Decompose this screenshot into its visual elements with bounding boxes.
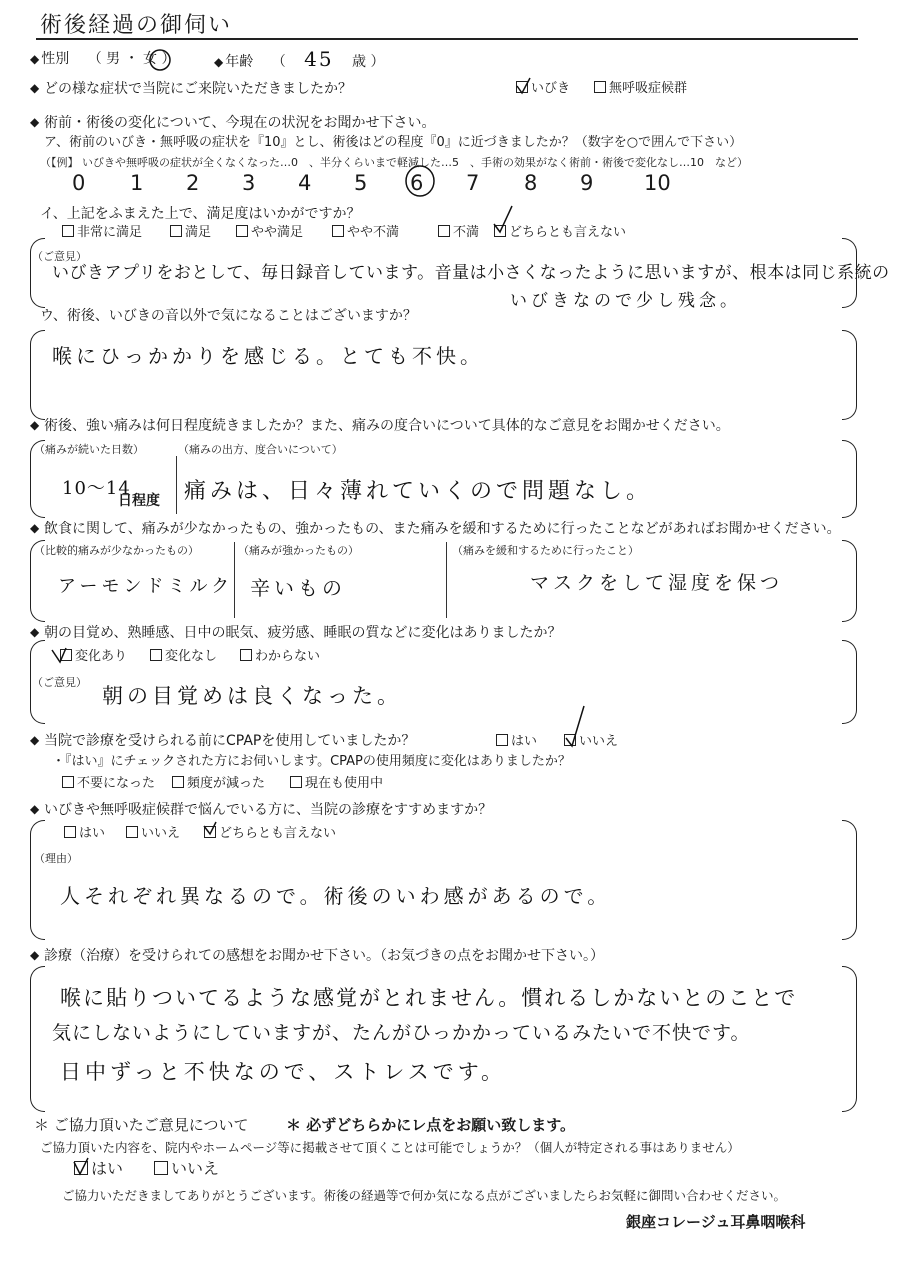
- cpap-no[interactable]: いいえ: [564, 734, 618, 749]
- scale-number-1[interactable]: 1: [130, 171, 144, 195]
- footer-note-left: ＊ ご協力頂いたご意見について: [34, 1116, 249, 1134]
- diamond-icon: ◆: [30, 418, 40, 432]
- diamond-icon: ◆: [30, 81, 40, 95]
- cpap-question: 当院で診療を受けられる前にCPAPを使用していましたか？: [44, 733, 416, 749]
- recommend-check-mark: [204, 822, 216, 834]
- food-col3-answer[interactable]: マスクをして湿度を保つ: [530, 572, 784, 594]
- morning-answer[interactable]: 朝の目覚めは良くなった。: [102, 684, 402, 708]
- cpap-check-mark: [566, 706, 584, 746]
- cpap-sub-option-label: 現在も使用中: [305, 776, 384, 791]
- morning-option-label: 変化あり: [75, 649, 128, 664]
- scale-number-4[interactable]: 4: [298, 171, 312, 195]
- gender-question: ◆ 性別 （ 男 ・ 女 ）: [30, 51, 176, 67]
- satisfaction-comment-line2[interactable]: いびきなので少し残念。: [510, 291, 741, 311]
- satisfaction-option-label: やや満足: [251, 225, 304, 240]
- satisfaction-check-mark: [494, 206, 512, 232]
- scale-number-10[interactable]: 10: [644, 171, 671, 195]
- symptom-check-mark: [517, 78, 530, 93]
- diamond-icon: ◆: [30, 802, 40, 816]
- satisfaction-comment-label: （ご意見）: [32, 250, 87, 263]
- morning-check-mark: [52, 648, 66, 662]
- recommend-question: いびきや無呼吸症候群で悩んでいる方に、当院の診療をすすめますか？: [44, 802, 493, 818]
- scale-number-8[interactable]: 8: [524, 171, 538, 195]
- scale-number-5[interactable]: 5: [354, 171, 368, 195]
- satisfaction-question: イ、上記をふまえた上で、満足度はいかがですか？: [40, 206, 361, 222]
- gender-options[interactable]: （ 男 ・ 女 ）: [87, 51, 176, 67]
- age-value[interactable]: 45: [304, 47, 334, 71]
- cpap-yes[interactable]: はい: [496, 734, 537, 749]
- morning-comment-label: （ご意見）: [32, 676, 87, 689]
- clinic-name: 銀座コレージュ耳鼻咽喉科: [626, 1213, 806, 1231]
- morning-question: 朝の目覚め、熟睡感、日中の眠気、疲労感、睡眠の質などに変化はありましたか？: [44, 625, 562, 641]
- scale-number-3[interactable]: 3: [242, 171, 256, 195]
- page-title: 術後経過の御伺い: [40, 13, 233, 38]
- impression-question: 診療（治療）を受けられての感想をお聞かせ下さい。（お気づきの点をお聞かせ下さい。）: [44, 948, 604, 964]
- satisfaction-option-label: 満足: [185, 225, 212, 240]
- morning-option-label: 変化なし: [165, 649, 218, 664]
- impression-line2[interactable]: 気にしないようにしていますが、たんがひっかかっているみたいで不快です。: [52, 1022, 751, 1044]
- scale-number-9[interactable]: 9: [580, 171, 594, 195]
- scale-number-6[interactable]: 6: [410, 171, 424, 195]
- scale-number-2[interactable]: 2: [186, 171, 200, 195]
- cpap-sub-option-label: 不要になった: [77, 776, 156, 791]
- gender-circle-mark: [150, 50, 170, 70]
- food-col1-label: （比較的痛みが少なかったもの）: [34, 544, 199, 557]
- diamond-icon: ◆: [30, 948, 40, 962]
- satisfaction-option-label: 非常に満足: [77, 225, 143, 240]
- food-col1-answer[interactable]: アーモンドミルク: [58, 576, 234, 597]
- symptom-question: どの様な症状で当院にご来院いただきましたか？: [44, 81, 352, 97]
- pain-days-label: （痛みが続いた日数）: [34, 443, 144, 456]
- pain-question: 術後、強い痛みは何日程度続きましたか？また、痛みの度合いについて具体的なご意見をお聞かせください。: [44, 418, 730, 434]
- diamond-icon: ◆: [30, 115, 40, 129]
- pain-days-value[interactable]: 10〜14: [62, 478, 131, 499]
- satisfaction-option-label: 不満: [453, 225, 480, 240]
- morning-option-label: わからない: [255, 649, 321, 664]
- footer-check-mark: [74, 1158, 88, 1174]
- footer-note-right: ＊ 必ずどちらかにレ点をお願い致します。: [286, 1116, 576, 1134]
- pain-detail-answer[interactable]: 痛みは、日々薄れていくので問題なし。: [184, 479, 653, 504]
- satisfaction-option-label: やや不満: [347, 225, 400, 240]
- food-question: 飲食に関して、痛みが少なかったもの、強かったもの、また痛みを緩和するために行ったことなどがあればお聞かせください。: [44, 521, 841, 537]
- diamond-icon: ◆: [30, 521, 40, 535]
- satisfaction-comment-line1[interactable]: いびきアプリをおとして、毎日録音しています。音量は小さくなったように思いますが、根本は同じ系統の: [52, 263, 890, 283]
- age-question: ◆ 年齢 （ 45 歳 ）: [214, 47, 385, 71]
- other-answer[interactable]: 喉にひっかかりを感じる。とても不快。: [52, 344, 484, 368]
- diamond-icon: ◆: [30, 625, 40, 639]
- change-example: （【例】 いびきや無呼吸の症状が全くなくなった…0 、半分くらいまで軽減した…5 、手術の効果がなく術前・術後で変化なし…10 など）: [40, 156, 748, 169]
- impression-line1[interactable]: 喉に貼りついてるような感覚がとれません。慣れるしかないとのことで: [60, 986, 798, 1010]
- recommend-option-label: いいえ: [141, 826, 181, 841]
- food-col2-answer[interactable]: 辛いもの: [250, 576, 346, 600]
- pain-days-unit: 日程度: [118, 493, 160, 509]
- footer-no[interactable]: いいえ: [154, 1161, 219, 1177]
- scale-number-0[interactable]: 0: [72, 171, 86, 195]
- cpap-sub-option-label: 頻度が減った: [187, 776, 266, 791]
- other-question: ウ、術後、いびきの音以外で気になることはございますか？: [40, 308, 417, 324]
- scale-number-7[interactable]: 7: [466, 171, 480, 195]
- symptom-option-snoring[interactable]: いびき: [516, 81, 570, 96]
- recommend-reason-answer[interactable]: 人それぞれ異なるので。術後のいわ感があるので。: [60, 884, 612, 908]
- recommend-reason-label: （理由）: [34, 852, 78, 865]
- food-col3-label: （痛みを緩和するために行ったこと）: [452, 544, 639, 557]
- change-sub-a: ア、術前のいびき・無呼吸の症状を『10』とし、術後はどの程度『0』に近づきましたか？（数字を○で囲んで下さい）: [44, 135, 743, 150]
- footer-yes[interactable]: はい: [74, 1161, 123, 1177]
- symptom-option-apnea[interactable]: 無呼吸症候群: [594, 81, 687, 96]
- food-col2-label: （痛みが強かったもの）: [238, 544, 359, 557]
- recommend-option-label: はい: [79, 826, 106, 841]
- satisfaction-option-label: どちらとも言えない: [509, 225, 627, 240]
- recommend-option-label: どちらとも言えない: [219, 826, 337, 841]
- pain-detail-label: （痛みの出方、度合いについて）: [178, 443, 343, 456]
- impression-line3[interactable]: 日中ずっと不快なので、ストレスです。: [60, 1060, 507, 1084]
- footer-question: ご協力頂いた内容を、院内やホームページ等に掲載させて頂くことは可能でしょうか？（個人が特定される事はありません）: [40, 1140, 740, 1155]
- diamond-icon: ◆: [30, 733, 40, 747]
- cpap-sub-question: ・『はい』にチェックされた方にお伺いします。CPAPの使用頻度に変化はありましたか？: [52, 754, 571, 769]
- footer-thanks: ご協力いただきましてありがとうございます。術後の経過等で何か気になる点がございましたらお気軽に御問い合わせください。: [62, 1188, 787, 1203]
- change-question: 術前・術後の変化について、今現在の状況をお聞かせ下さい。: [44, 115, 436, 131]
- diamond-icon: ◆: [214, 55, 224, 69]
- scale-circle-mark: [406, 166, 434, 196]
- diamond-icon: ◆: [30, 52, 40, 66]
